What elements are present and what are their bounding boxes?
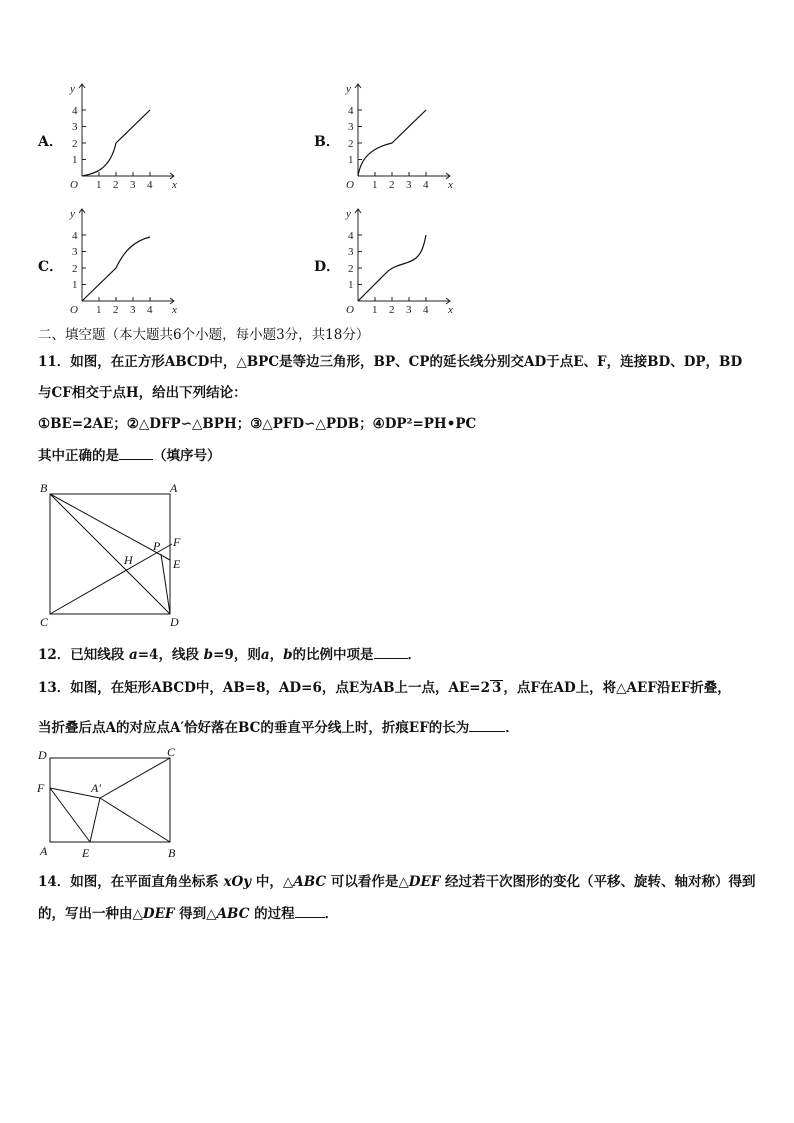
- figure-label: 2: [113, 304, 119, 316]
- x-axis-label: x: [172, 179, 177, 191]
- figure-label: 1: [348, 279, 354, 291]
- figure-label: A′: [91, 781, 101, 795]
- figure-label: 4: [348, 105, 354, 117]
- figure-label: C: [167, 745, 176, 759]
- figure-label: 4: [72, 230, 78, 242]
- x-tick: 2: [113, 179, 119, 191]
- figure-label: 3: [348, 246, 354, 258]
- figure-label: 2: [389, 179, 395, 191]
- figure-label: A: [40, 844, 48, 858]
- figure-label: x: [448, 304, 453, 316]
- q11-figure: [36, 478, 186, 630]
- figure-label: y: [346, 208, 351, 220]
- q11-answer-blank[interactable]: [119, 445, 153, 460]
- q11-line1: 11．如图，在正方形ABCD中，△BPC是等边三角形，BP、CP的延长线分别交AD于点E、F，连接BD、DP，BD: [38, 354, 743, 370]
- q11-conclusions: ①BE=2AE；②△DFP∽△BPH；③△PFD∽△PDB；④DP²=PH•PC: [38, 416, 477, 432]
- rectangle-abcd: [50, 758, 170, 842]
- origin-label: O: [70, 179, 78, 191]
- x-tick: 4: [147, 179, 153, 191]
- q13-figure: [34, 745, 184, 863]
- figure-label: P: [153, 539, 161, 553]
- figure-label: 3: [130, 304, 136, 316]
- q11-answer-suffix: （填序号）: [153, 448, 221, 464]
- q13-line1: 13．如图，在矩形ABCD中，AB=8，AD=6，点E为AB上一点，AE=2 3 ，点F在AD上，将△AEF沿EF折叠，: [38, 680, 731, 696]
- q12-answer-blank[interactable]: [374, 644, 408, 659]
- y-tick: 4: [72, 105, 78, 117]
- figure-label: 1: [372, 179, 378, 191]
- figure-label: x: [448, 179, 453, 191]
- segment-fe: [50, 788, 90, 842]
- x-tick: 1: [96, 179, 102, 191]
- figure-label: A: [170, 481, 178, 495]
- figure-label: 4: [348, 230, 354, 242]
- figure-label: 4: [423, 304, 429, 316]
- figure-label: 2: [72, 263, 78, 275]
- figure-label: B: [40, 481, 48, 495]
- q13-answer-blank[interactable]: [469, 717, 505, 732]
- segment-be: [50, 494, 170, 560]
- q14-line2: 的，写出一种由△DEF 得到△ABC 的过程 ．: [38, 903, 338, 924]
- figure-label: 2: [348, 263, 354, 275]
- figure-label: 3: [406, 304, 412, 316]
- y-tick: 1: [72, 154, 78, 166]
- figure-label: 2: [389, 304, 395, 316]
- figure-label: O: [346, 304, 354, 316]
- option-b-label: B．: [314, 134, 340, 150]
- option-b-graph: [336, 78, 456, 196]
- curve: [82, 237, 150, 301]
- figure-label: y: [346, 83, 351, 95]
- segment-a1c: [100, 758, 170, 798]
- option-c-graph: [60, 203, 180, 321]
- segment-a1b: [100, 798, 170, 842]
- figure-label: B: [168, 846, 176, 860]
- figure-label: x: [172, 304, 177, 316]
- figure-label: H: [124, 553, 133, 567]
- curve: [358, 110, 426, 176]
- q11-answer-prefix: 其中正确的是: [38, 448, 119, 464]
- y-axis-label: y: [70, 83, 75, 95]
- figure-label: C: [40, 615, 49, 629]
- option-a-graph: [60, 78, 180, 196]
- q13-line2: 当折叠后点A的对应点A′恰好落在BC的垂直平分线上时，折痕EF的长为 ．: [38, 717, 519, 738]
- figure-label: O: [346, 179, 354, 191]
- figure-label: 1: [96, 304, 102, 316]
- figure-label: 3: [348, 121, 354, 133]
- figure-label: 3: [72, 246, 78, 258]
- figure-label: D: [170, 615, 179, 629]
- figure-label: 1: [72, 279, 78, 291]
- y-tick: 3: [72, 121, 78, 133]
- curve: [82, 110, 150, 176]
- y-tick: 2: [72, 138, 78, 150]
- sqrt-three: 3: [492, 680, 502, 696]
- q14-line1: 14．如图，在平面直角坐标系 xOy 中，△ABC 可以看作是△DEF 经过若干次图形的变化（平移、旋转、轴对称）得到: [38, 874, 756, 890]
- q14-answer-blank[interactable]: [295, 903, 325, 918]
- segment-bd: [50, 494, 170, 614]
- figure-label: 1: [372, 304, 378, 316]
- figure-label: E: [82, 846, 90, 860]
- x-tick: 3: [130, 179, 136, 191]
- figure-label: 3: [406, 179, 412, 191]
- q11-line2: 与CF相交于点H，给出下列结论：: [38, 385, 247, 401]
- axes: [79, 84, 174, 179]
- figure-label: y: [70, 208, 75, 220]
- figure-label: 1: [348, 154, 354, 166]
- figure-label: O: [70, 304, 78, 316]
- figure-label: F: [173, 535, 181, 549]
- q11-answer-line: [38, 445, 221, 466]
- figure-label: 4: [423, 179, 429, 191]
- segment-a1e: [90, 798, 100, 842]
- option-d-graph: [336, 203, 456, 321]
- figure-label: E: [173, 557, 181, 571]
- figure-label: 2: [348, 138, 354, 150]
- figure-label: D: [38, 748, 47, 762]
- option-a-label: A．: [38, 134, 63, 150]
- option-d-label: D．: [314, 259, 341, 275]
- curve: [358, 235, 426, 301]
- figure-label: F: [37, 781, 45, 795]
- figure-label: 4: [147, 304, 153, 316]
- q12-text: 12．已知线段 a=4，线段 b=9，则a，b的比例中项是 ．: [38, 644, 421, 665]
- segment-pd: [161, 554, 170, 614]
- section-title: 二、填空题（本大题共6个小题，每小题3分，共18分）: [38, 327, 370, 343]
- option-c-label: C．: [38, 259, 64, 275]
